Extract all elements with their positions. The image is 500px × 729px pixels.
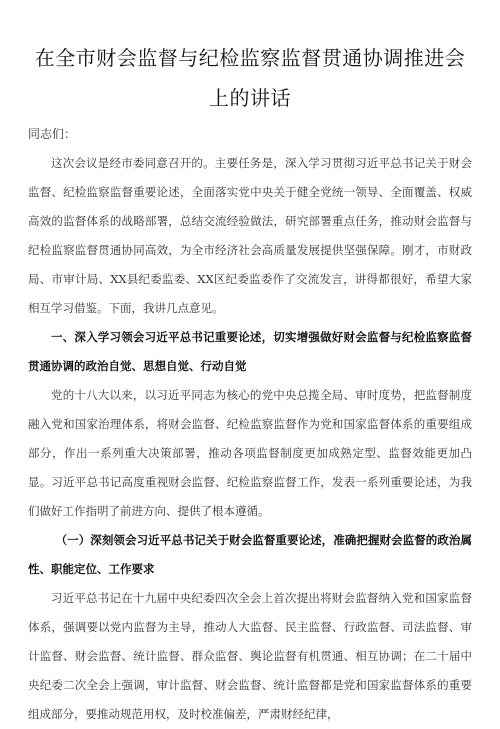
paragraph-section-1: 党的十八大以来，以习近平同志为核心的党中央总揽全局、审时度势，把监督制度融入党和国家治理体系，将财会监督、纪检监察监督作为党和国家监督体系的重要组成部分，作出一系列重大决策部署，推动各项监督制度更加成熟定型、监督效能更加凸显。习近平总书记高度重视财会监督、纪检监察监督工作，发表一系列重要论述，为我们做好工作指明了前进方向、提供了根本遵循。 — [28, 388, 472, 518]
subsection-heading-1: （一）深刻领会习近平总书记关于财会监督重要论述，准确把握财会监督的政治属性、职能定位、工作要求 — [28, 533, 472, 576]
salutation: 同志们： — [28, 127, 77, 141]
paragraph-subsection-1: 习近平总书记在十九届中央纪委四次全会上首次提出将财会监督纳入党和国家监督体系，强调要以党内监督为主导，推动人大监督、民主监督、行政监督、司法监督、审计监督、财会监督、统计监督、群众监督、舆论监督有机贯通、相互协调；在二十届中央纪委二次全会上强调，审计监督、财会监督、统计监督都是党和国家监督体系的重要组成部分，要推动规范用权，及时校准偏差，严肃财经纪律， — [28, 591, 472, 721]
document-title: 在全市财会监督与纪检监察监督贯通协调推进会上的讲话 — [34, 46, 466, 110]
paragraph-intro: 这次会议是经市委同意召开的。主要任务是，深入学习贯彻习近平总书记关于财会监督、纪检监察监督重要论述，全面落实党中央关于健全党统一领导、全面覆盖、权威高效的监督体系的战略部署，总结交流经验做法，研究部署重点任务，推动财会监督与纪检监察监督贯通协同高效，为全市经济社会高质量发展提供坚强保障。刚才，市财政局、市审计局、XX县纪委监委、XX区纪委监委作了交流发言，讲得都很好，希望大家相互学习借鉴。下面，我讲几点意见。 — [28, 156, 472, 315]
section-heading-1: 一、深入学习领会习近平总书记重要论述，切实增强做好财会监督与纪检监察监督贯通协调的政治自觉、思想自觉、行动自觉 — [28, 330, 472, 373]
